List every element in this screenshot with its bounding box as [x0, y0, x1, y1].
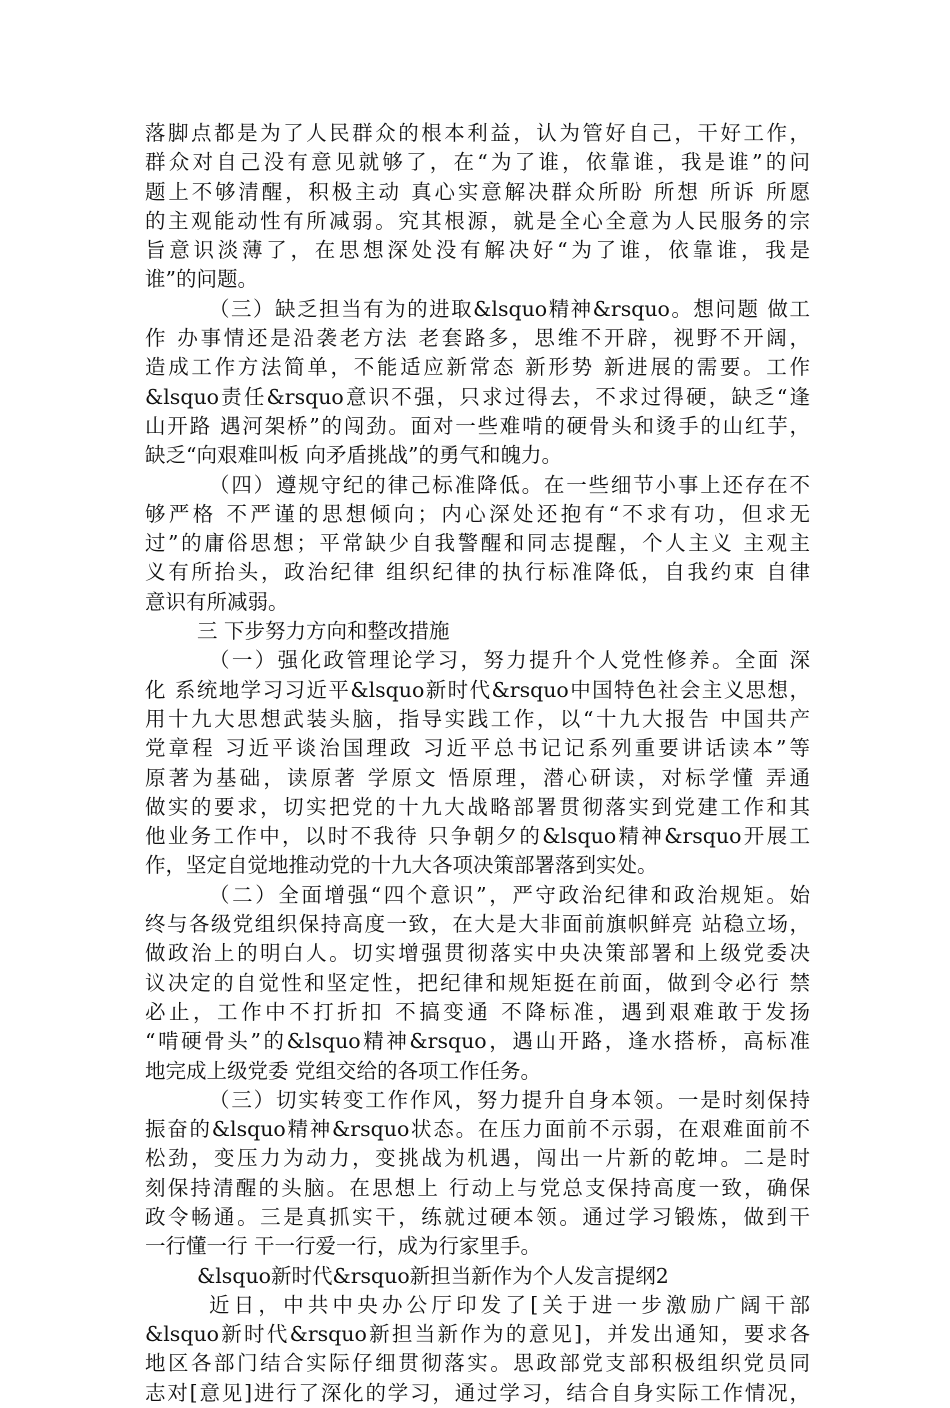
text-line: 政令畅通。三是真抓实干，练就过硬本领。通过学习锻炼，做到干 [145, 1204, 810, 1229]
text-line: &lsquo责任&rsquo意识不强，只求过得去，不求过得硬，缺乏“逢 [145, 384, 810, 409]
text-line: “啃硬骨头”的&lsquo精神&rsquo，遇山开路，逢水搭桥，高标准 [145, 1029, 810, 1054]
text-line: 原著为基础，读原著 学原文 悟原理，潜心研读，对标学懂 弄通 [145, 765, 810, 790]
text-line: 终与各级党组织保持高度一致，在大是大非面前旗帜鲜亮 站稳立场， [145, 912, 810, 937]
text-line: 落脚点都是为了人民群众的根本利益，认为管好自己，干好工作， [145, 121, 810, 145]
text-line: 旨意识淡薄了，在思想深处没有解决好“为了谁，依靠谁，我是 [145, 238, 810, 263]
text-line: 振奋的&lsquo精神&rsquo状态。在压力面前不示弱，在艰难面前不 [145, 1117, 810, 1142]
text-line: 用十九大思想武装头脑，指导实践工作，以“十九大报告 中国共产 [145, 706, 810, 731]
text-line: 谁”的问题。 [145, 267, 258, 292]
text-line: 造成工作方法简单，不能适应新常态 新形势 新进展的需要。工作 [145, 355, 810, 380]
text-line: 意识有所减弱。 [145, 589, 289, 614]
document-body [145, 119, 810, 1408]
text-line: 过”的庸俗思想；平常缺少自我警醒和同志提醒，个人主义 主观主 [145, 531, 810, 556]
text-line: 议决定的自觉性和坚定性，把纪律和规矩挺在前面，做到令必行 禁 [145, 970, 810, 995]
text-line: 他业务工作中，以时不我待 只争朝夕的&lsquo精神&rsquo开展工 [145, 824, 810, 849]
text-line: （二）全面增强“四个意识”，严守政治纪律和政治规矩。始 [209, 882, 810, 907]
text-line: 作，坚定自觉地推动党的十九大各项决策部署落到实处。 [145, 853, 658, 878]
text-line: 做政治上的明白人。切实增强贯彻落实中央决策部署和上级党委决 [145, 941, 810, 966]
text-line: 志对[意见]进行了深化的学习，通过学习，结合自身实际工作情况， [145, 1380, 810, 1405]
text-line: （四）遵规守纪的律己标准降低。在一些细节小事上还存在不 [209, 472, 810, 497]
text-line: 作 办事情还是沿袭老方法 老套路多，思维不开辟，视野不开阔， [145, 326, 810, 351]
text-line: 群众对自己没有意见就够了，在“为了谁，依靠谁，我是谁”的问 [145, 150, 810, 175]
text-line: &lsquo新时代&rsquo新担当新作为的意见]，并发出通知，要求各 [145, 1322, 810, 1347]
text-line: 化 系统地学习习近平&lsquo新时代&rsquo中国特色社会主义思想， [145, 677, 810, 702]
section-title: &lsquo新时代&rsquo新担当新作为个人发言提纲2 [197, 1263, 669, 1288]
text-line: （三）缺乏担当有为的进取&lsquo精神&rsquo。想问题 做工 [209, 296, 810, 321]
section-heading: 三 下步努力方向和整改措施 [197, 619, 450, 644]
text-line: 刻保持清醒的头脑。在思想上 行动上与党总支保持高度一致，确保 [145, 1175, 810, 1200]
text-line: 松劲，变压力为动力，变挑战为机遇，闯出一片新的乾坤。二是时 [145, 1146, 810, 1171]
text-line: 的主观能动性有所减弱。究其根源，就是全心全意为人民服务的宗 [145, 208, 810, 233]
text-line: （三）切实转变工作作风，努力提升自身本领。一是时刻保持 [209, 1087, 810, 1112]
text-line: 一行懂一行 干一行爱一行，成为行家里手。 [145, 1234, 542, 1259]
text-line: 山开路 遇河架桥”的闯劲。面对一些难啃的硬骨头和烫手的山红芋， [145, 413, 810, 438]
text-line: 地区各部门结合实际仔细贯彻落实。思政部党支部积极组织党员同 [145, 1351, 810, 1376]
text-line: 党章程 习近平谈治国理政 习近平总书记记系列重要讲话读本”等 [145, 736, 810, 761]
text-line: 做实的要求，切实把党的十九大战略部署贯彻落实到党建工作和其 [145, 794, 810, 819]
text-line: 缺乏“向艰难叫板 向矛盾挑战”的勇气和魄力。 [145, 443, 562, 468]
text-line: 必止，工作中不打折扣 不搞变通 不降标准，遇到艰难敢于发扬 [145, 999, 810, 1024]
text-line: （一）强化政管理论学习，努力提升个人党性修养。全面 深 [209, 648, 810, 673]
text-line: 够严格 不严谨的思想倾向；内心深处还抱有“不求有功，但求无 [145, 501, 810, 526]
text-line: 地完成上级党委 党组交给的各项工作任务。 [145, 1058, 542, 1083]
text-line: 义有所抬头，政治纪律 组织纪律的执行标准降低，自我约束 自律 [145, 560, 810, 585]
text-line: 近日，中共中央办公厅印发了[关于进一步激励广阔干部 [209, 1292, 810, 1317]
text-line: 题上不够清醒，积极主动 真心实意解决群众所盼 所想 所诉 所愿 [145, 179, 810, 204]
